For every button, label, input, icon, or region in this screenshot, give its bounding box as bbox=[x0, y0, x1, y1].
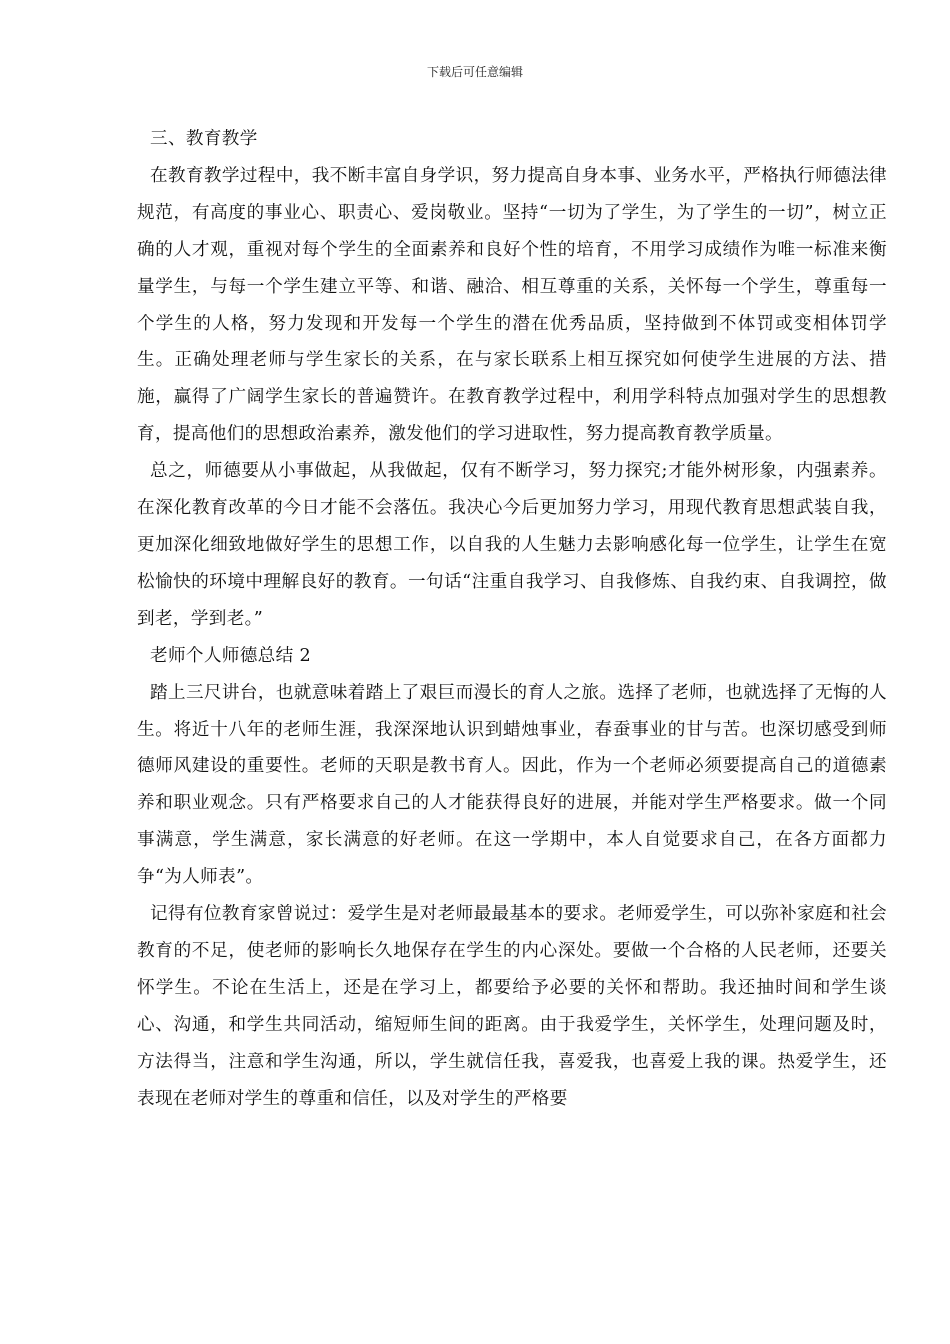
paragraph-love-students: 记得有位教育家曾说过：爱学生是对老师最最基本的要求。老师爱学生，可以弥补家庭和社会教育的不足，使老师的影响长久地保存在学生的内心深处。要做一个合格的人民老师，还要关怀学生。不论在生活上，还是在学习上，都要给予必要的关怀和帮助。我还抽时间和学生谈心、沟通，和学生共同活动，缩短师生间的距离。由于我爱学生，关怀学生，处理问题及时，方法得当，注意和学生沟通，所以，学生就信任我，喜爱我，也喜爱上我的课。热爱学生，还表现在老师对学生的尊重和信任，以及对学生的严格要 bbox=[137, 904, 887, 1109]
paragraph-summary: 总之，师德要从小事做起，从我做起，仅有不断学习，努力探究;才能外树形象，内强素养。在深化教育改革的今日才能不会落伍。我决心今后更加努力学习，用现代教育思想武装自我，更加深化细致地做好学生的思想工作，以自我的人生魅力去影响感化每一位学生，让学生在宽松愉快的环境中理解良好的教育。一句话“注重自我学习、自我修炼、自我约束、自我调控，做到老，学到老。” bbox=[137, 461, 887, 629]
paragraph-teaching: 在教育教学过程中，我不断丰富自身学识，努力提高自身本事、业务水平，严格执行师德法律规范，有高度的事业心、职责心、爱岗敬业。坚持“一切为了学生，为了学生的一切”，树立正确的人才观，重视对每个学生的全面素养和良好个性的培育，不用学习成绩作为唯一标准来衡量学生，与每一个学生建立平等、和谐、融洽、相互尊重的关系，关怀每一个学生，尊重每一个学生的人格，努力发现和开发每一个学生的潜在优秀品质，坚持做到不体罚或变相体罚学生。正确处理老师与学生家长的关系，在与家长联系上相互探究如何使学生进展的方法、措施，赢得了广阔学生家长的普遍赞许。在教育教学过程中，利用学科特点加强对学生的思想教育，提高他们的思想政治素养，激发他们的学习进取性，努力提高教育教学质量。 bbox=[137, 165, 887, 445]
paragraph-podium: 踏上三尺讲台，也就意味着踏上了艰巨而漫长的育人之旅。选择了老师，也就选择了无悔的人生。将近十八年的老师生涯，我深深地认识到蜡烛事业，春蚕事业的甘与苦。也深切感受到师德师风建设的重要性。老师的天职是教书育人。因此，作为一个老师必须要提高自己的道德素养和职业观念。只有严格要求自己的人才能获得良好的进展，并能对学生严格要求。做一个同事满意，学生满意，家长满意的好老师。在这一学期中，本人自觉要求自己，在各方面都力争“为人师表”。 bbox=[137, 682, 887, 888]
document-body bbox=[137, 121, 887, 1117]
document-title-2: 老师个人师德总结 2 bbox=[150, 645, 312, 666]
section-heading: 三、教育教学 bbox=[150, 129, 258, 149]
page-header-note: 下载后可任意编辑 bbox=[426, 65, 523, 79]
